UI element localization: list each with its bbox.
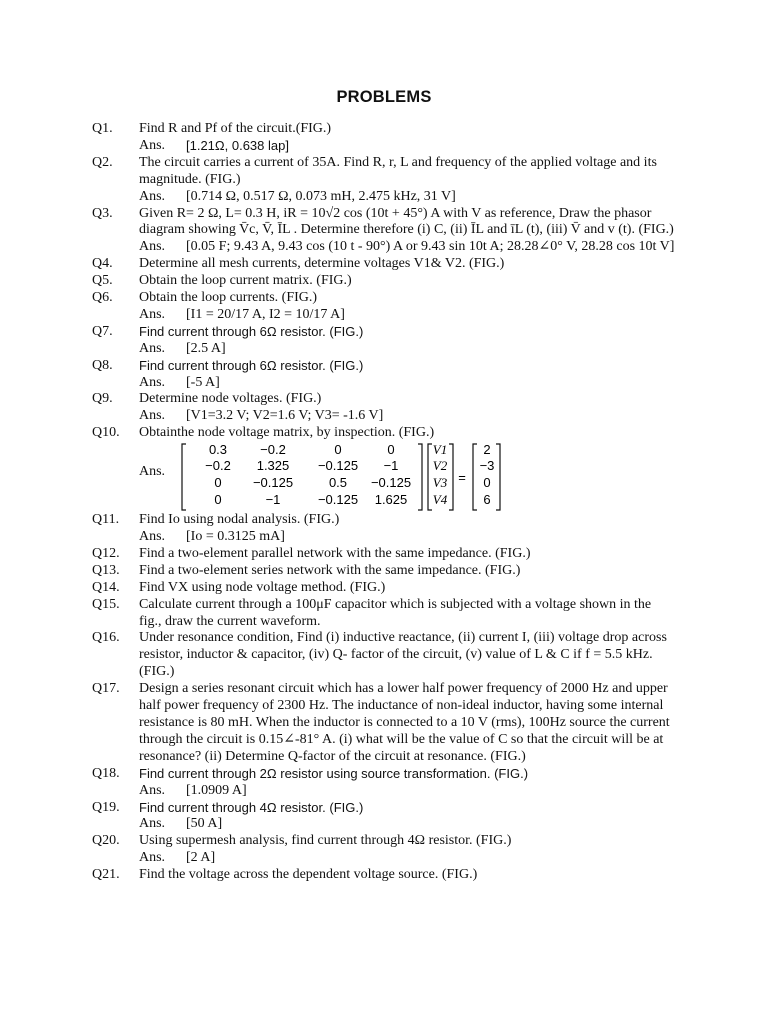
answer-line	[0, 850, 768, 867]
answer-value: [1.21Ω, 0.638 lap]	[186, 137, 289, 153]
problem-text: Obtain the loop current matrix. (FIG.)	[139, 273, 352, 289]
problem-item	[0, 563, 768, 580]
matrix-variable: V4	[432, 492, 448, 508]
matrix-cell: 1.625	[374, 492, 408, 508]
problem-item	[0, 358, 768, 375]
problem-item	[0, 833, 768, 850]
problem-text: Obtainthe node voltage matrix, by inspection. (FIG.)	[139, 425, 435, 441]
problem-item	[0, 681, 768, 766]
problem-item	[0, 121, 768, 138]
answer-value: [-5 A]	[186, 374, 220, 390]
answer-line	[0, 816, 768, 833]
answer-value: [0.05 F; 9.43 A, 9.43 cos (10 t - 90°) A or 9.43 sin 10t A; 28.28∠0° V, 28.28 cos 10t V]	[186, 239, 675, 255]
problem-number: Q12.	[92, 545, 120, 561]
matrix-cell: −1	[265, 492, 281, 508]
right-bracket	[496, 444, 500, 510]
right-bracket	[418, 444, 422, 510]
matrix-cell: 0	[214, 492, 222, 508]
problem-number: Q18.	[92, 765, 120, 781]
matrix-variable: V3	[432, 475, 448, 491]
matrix-cell: −0.2	[205, 458, 231, 474]
problem-item	[0, 867, 768, 884]
matrix-rhs-cell: 0	[483, 475, 491, 491]
answer-label: Ans.	[139, 239, 166, 255]
problem-number: Q21.	[92, 867, 120, 883]
answer-value: [Io = 0.3125 mA]	[186, 529, 285, 545]
matrix-variable: V2	[432, 458, 448, 474]
node-voltage-matrix	[178, 442, 508, 512]
problem-item	[0, 324, 768, 341]
answer-label: Ans.	[139, 464, 166, 480]
left-bracket	[182, 444, 186, 510]
answer-value: [2.5 A]	[186, 340, 226, 356]
answer-label: Ans.	[139, 529, 166, 545]
answer-label: Ans.	[139, 137, 166, 153]
problem-item	[0, 766, 768, 783]
answer-value: [2 A]	[186, 850, 216, 866]
answer-label: Ans.	[139, 374, 166, 390]
problem-item	[0, 546, 768, 563]
answer-line	[0, 529, 768, 546]
answer-label: Ans.	[139, 188, 166, 204]
problem-number: Q2.	[92, 154, 113, 170]
matrix-cell: 0.3	[208, 442, 228, 458]
answer-label: Ans.	[139, 408, 166, 424]
problem-text: Obtain the loop currents. (FIG.)	[139, 290, 318, 306]
left-bracket	[473, 444, 477, 510]
problem-number: Q3.	[92, 205, 113, 221]
problem-number: Q8.	[92, 357, 113, 373]
problem-number: Q9.	[92, 391, 113, 407]
matrix-cell: −0.125	[370, 475, 412, 491]
problem-text: Find current through 2Ω resistor using source transformation. (FIG.)	[139, 765, 529, 781]
answer-line	[0, 189, 768, 206]
answer-line	[0, 138, 768, 155]
problem-text: Determine node voltages. (FIG.)	[139, 391, 322, 407]
matrix-rhs-cell: −3	[479, 458, 495, 474]
problem-text: Given R= 2 Ω, L= 0.3 H, iR = 10√2 cos (10t + 45°) A with V as reference, Draw the phasor diagram showing V̄c, V̄, ĪL . Determine therefore (i) C, (ii) ĪL and īL (t), (iii) V̄ and v (t). (FIG.)	[139, 205, 674, 238]
left-bracket	[428, 444, 432, 510]
problem-number: Q20.	[92, 833, 120, 849]
answer-value: [I1 = 20/17 A, I2 = 10/17 A]	[186, 306, 345, 322]
problem-list	[0, 121, 768, 884]
matrix-cell: 1.325	[256, 458, 290, 474]
matrix-cell: −1	[383, 458, 399, 474]
problem-text: Find a two-element series network with the same impedance. (FIG.)	[139, 562, 521, 578]
problem-number: Q5.	[92, 273, 113, 289]
matrix-cell: 0	[334, 442, 342, 458]
problem-text: Find VX using node voltage method. (FIG.)	[139, 579, 386, 595]
problem-number: Q11.	[92, 512, 120, 528]
problem-number: Q19.	[92, 799, 120, 815]
answer-line	[0, 783, 768, 800]
problem-number: Q16.	[92, 630, 120, 646]
problem-number: Q7.	[92, 323, 113, 339]
matrix-cell: −0.125	[317, 458, 359, 474]
problem-text: Find Io using nodal analysis. (FIG.)	[139, 512, 340, 528]
answer-label: Ans.	[139, 850, 166, 866]
problem-item	[0, 256, 768, 273]
problem-item	[0, 800, 768, 817]
matrix-cell: 0	[214, 475, 222, 491]
problem-text: Determine all mesh currents, determine voltages V1& V2. (FIG.)	[139, 256, 505, 272]
problem-number: Q1.	[92, 121, 113, 136]
answer-line	[0, 341, 768, 358]
problem-text: Using supermesh analysis, find current through 4Ω resistor. (FIG.)	[139, 833, 512, 849]
matrix-rhs-cell: 2	[483, 442, 491, 458]
problem-text: Under resonance condition, Find (i) inductive reactance, (ii) current I, (iii) voltage drop across resistor, inductor & capacitor, (iv) Q- factor of the circuit, (v) value of L & C if f = 5.5 kHz. (FIG.)	[139, 630, 667, 680]
answer-value: [50 A]	[186, 816, 223, 832]
matrix-cell: −0.125	[317, 492, 359, 508]
problem-text: The circuit carries a current of 35A. Find R, r, L and frequency of the applied voltage and its magnitude. (FIG.)	[139, 154, 657, 187]
problem-number: Q6.	[92, 290, 113, 306]
problem-number: Q10.	[92, 425, 120, 441]
matrix-answer	[0, 442, 768, 512]
answer-line	[0, 307, 768, 324]
problem-item	[0, 290, 768, 307]
answer-value: [V1=3.2 V; V2=1.6 V; V3= -1.6 V]	[186, 408, 384, 424]
problem-number: Q14.	[92, 579, 120, 595]
problem-item	[0, 597, 768, 631]
problem-item	[0, 155, 768, 189]
answer-label: Ans.	[139, 816, 166, 832]
problem-item	[0, 630, 768, 681]
matrix-cell: −0.125	[252, 475, 294, 491]
problem-text: Find R and Pf of the circuit.(FIG.)	[139, 121, 332, 136]
answer-label: Ans.	[139, 782, 166, 798]
right-bracket	[449, 444, 453, 510]
answer-line	[0, 375, 768, 392]
problem-text: Find current through 6Ω resistor. (FIG.)	[139, 323, 364, 339]
problem-item	[0, 425, 768, 442]
answer-line	[0, 408, 768, 425]
matrix-cell: 0	[387, 442, 395, 458]
matrix-rhs-cell: 6	[483, 492, 491, 508]
problem-text: Find a two-element parallel network with the same impedance. (FIG.)	[139, 545, 531, 561]
problem-text: Find current through 6Ω resistor. (FIG.)	[139, 357, 364, 373]
problem-text: Find the voltage across the dependent voltage source. (FIG.)	[139, 867, 478, 883]
problem-item	[0, 580, 768, 597]
answer-value: [0.714 Ω, 0.517 Ω, 0.073 mH, 2.475 kHz, 31 V]	[186, 188, 456, 204]
problem-number: Q13.	[92, 562, 120, 578]
matrix-cell: −0.2	[260, 442, 286, 458]
problem-number: Q15.	[92, 596, 120, 612]
answer-value: [1.0909 A]	[186, 782, 247, 798]
matrix-variable: V1	[432, 442, 448, 458]
problem-item	[0, 273, 768, 290]
problem-text: Find current through 4Ω resistor. (FIG.)	[139, 799, 364, 815]
problem-item	[0, 512, 768, 529]
problem-number: Q17.	[92, 681, 120, 697]
equals-sign: =	[458, 470, 466, 486]
page-title: PROBLEMS	[336, 88, 432, 106]
answer-line	[0, 239, 768, 256]
matrix-cell: 0.5	[328, 475, 348, 491]
answer-label: Ans.	[139, 306, 166, 322]
problem-text: Calculate current through a 100μF capacitor which is subjected with a voltage shown in the fig., draw the current waveform.	[139, 596, 652, 629]
problem-item	[0, 206, 768, 240]
problem-item	[0, 391, 768, 408]
answer-label: Ans.	[139, 340, 166, 356]
problem-number: Q4.	[92, 256, 113, 272]
problem-text: Design a series resonant circuit which has a lower half power frequency of 2000 Hz and upper half power frequency of 2300 Hz. The inductance of non-ideal inductor, having some internal resistance is 80 mH. When the inductor is connected to a 10 V (rms), 100Hz source the current through the circuit is 0.15∠-81° A. (i) what will be the value of C so that the circuit will be at resonance? (ii) Determine Q-factor of the circuit at resonance. (FIG.)	[139, 681, 670, 764]
